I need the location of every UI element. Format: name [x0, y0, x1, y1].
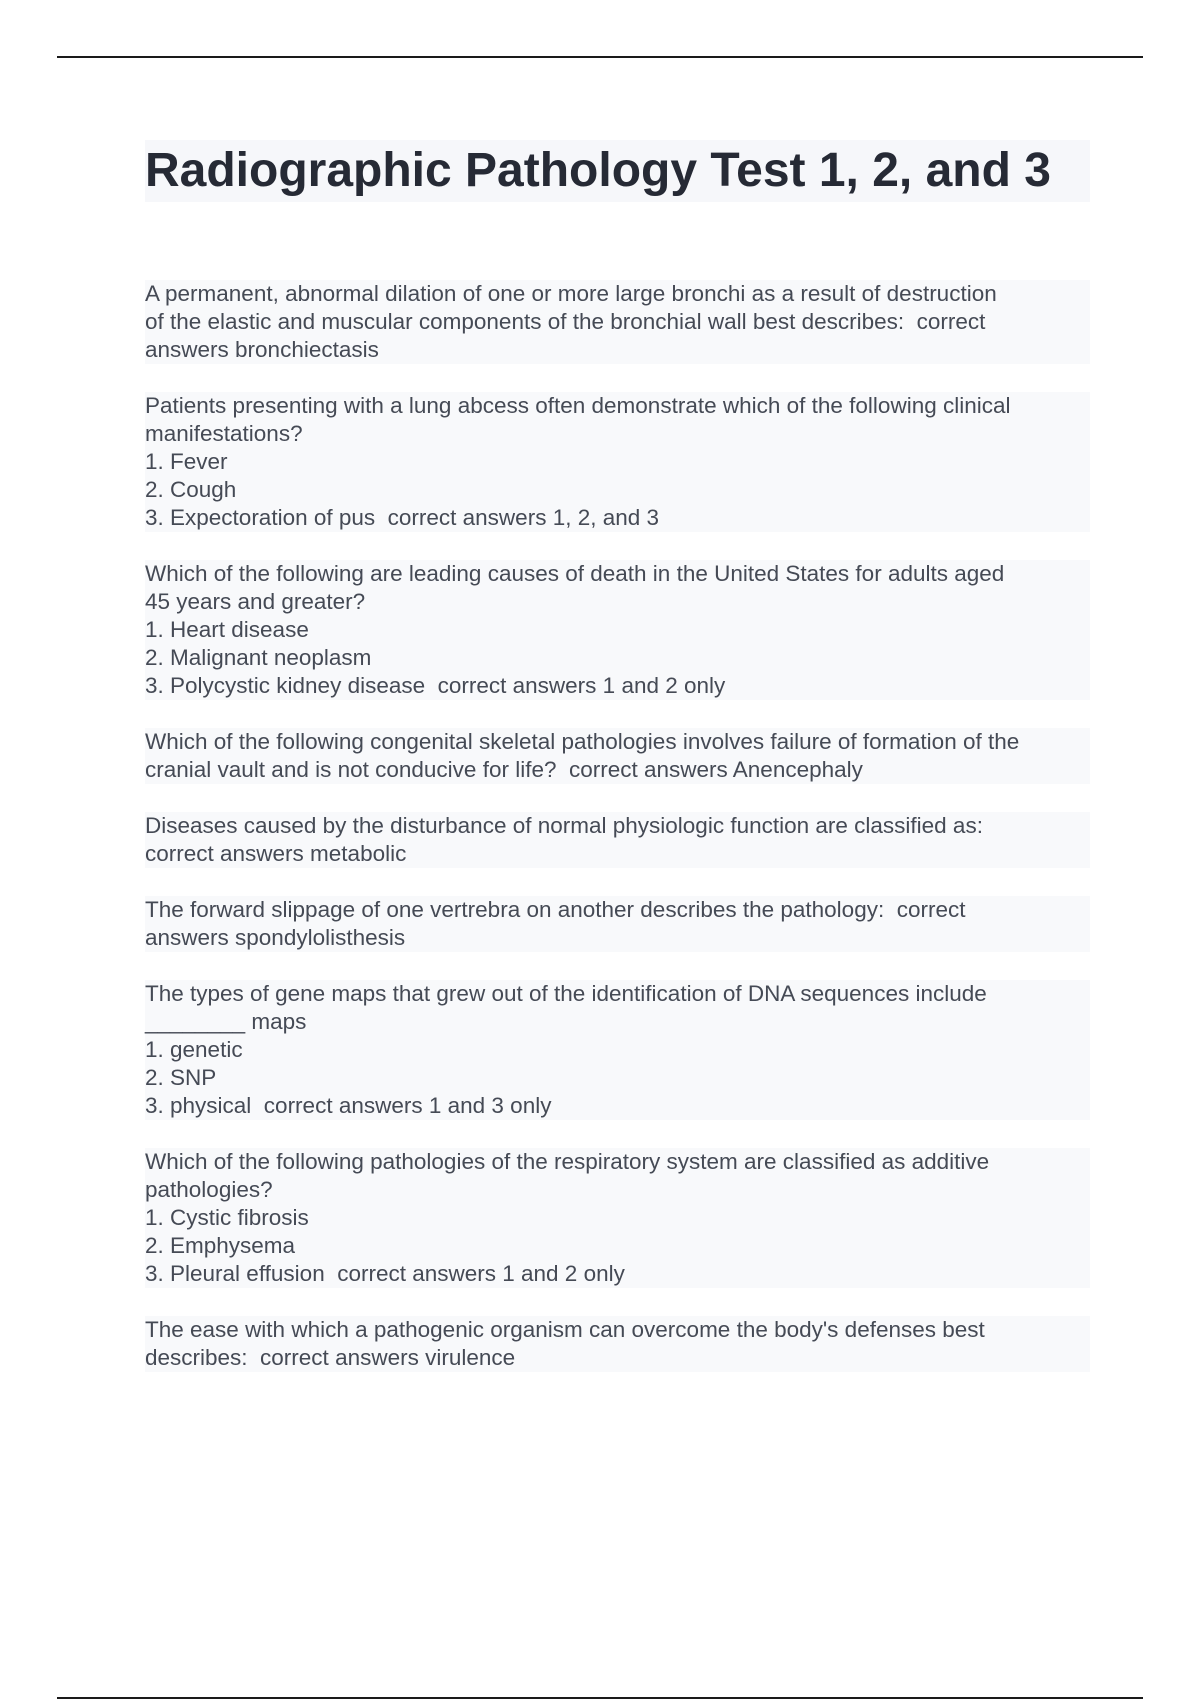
question-line: Which of the following congenital skeletal pathologies involves failure of formation of the [145, 729, 1020, 754]
question-line: pathologies? [145, 1177, 273, 1202]
document-body [145, 140, 1090, 1400]
question-block [145, 560, 1090, 700]
document-title: Radiographic Pathology Test 1, 2, and 3 [145, 140, 1090, 202]
question-line: of the elastic and muscular components of the bronchial wall best describes: correct [145, 309, 986, 334]
answer-line: 3. Polycystic kidney disease correct answers 1 and 2 only [145, 673, 726, 698]
answer-line: 3. physical correct answers 1 and 3 only [145, 1093, 552, 1118]
answer-line: cranial vault and is not conducive for life? correct answers Anencephaly [145, 757, 863, 782]
question-block [145, 1316, 1090, 1372]
answer-line: 3. Pleural effusion correct answers 1 and 2 only [145, 1261, 625, 1286]
question-line: 45 years and greater? [145, 589, 366, 614]
answer-line: answers spondylolisthesis [145, 925, 406, 950]
option-line: 2. Emphysema [145, 1233, 296, 1258]
option-line: 2. SNP [145, 1065, 217, 1090]
question-line: The ease with which a pathogenic organism can overcome the body's defenses best [145, 1317, 985, 1342]
answer-line: 3. Expectoration of pus correct answers 1, 2, and 3 [145, 505, 660, 530]
question-line: Which of the following pathologies of the respiratory system are classified as additive [145, 1149, 990, 1174]
question-block [145, 280, 1090, 364]
answer-line: answers bronchiectasis [145, 337, 379, 362]
question-line: Which of the following are leading causes of death in the United States for adults aged [145, 561, 1005, 586]
option-line: 1. Heart disease [145, 617, 309, 642]
question-block [145, 392, 1090, 532]
question-block [145, 812, 1090, 868]
question-line: manifestations? [145, 421, 303, 446]
option-line: 1. Cystic fibrosis [145, 1205, 309, 1230]
answer-line: describes: correct answers virulence [145, 1345, 516, 1370]
top-rule [57, 56, 1143, 58]
question-block [145, 728, 1090, 784]
bottom-rule [57, 1697, 1143, 1699]
question-line: ________ maps [145, 1009, 307, 1034]
question-line: A permanent, abnormal dilation of one or more large bronchi as a result of destruction [145, 281, 997, 306]
question-block [145, 896, 1090, 952]
question-block [145, 1148, 1090, 1288]
question-line: Patients presenting with a lung abcess often demonstrate which of the following clinical [145, 393, 1011, 418]
option-line: 1. Fever [145, 449, 228, 474]
option-line: 2. Cough [145, 477, 237, 502]
option-line: 1. genetic [145, 1037, 243, 1062]
question-line: Diseases caused by the disturbance of normal physiologic function are classified as: [145, 813, 983, 838]
question-block [145, 980, 1090, 1120]
title-spacer [145, 202, 1090, 280]
option-line: 2. Malignant neoplasm [145, 645, 372, 670]
question-line: The forward slippage of one vertrebra on another describes the pathology: correct [145, 897, 966, 922]
answer-line: correct answers metabolic [145, 841, 407, 866]
question-line: The types of gene maps that grew out of the identification of DNA sequences include [145, 981, 987, 1006]
